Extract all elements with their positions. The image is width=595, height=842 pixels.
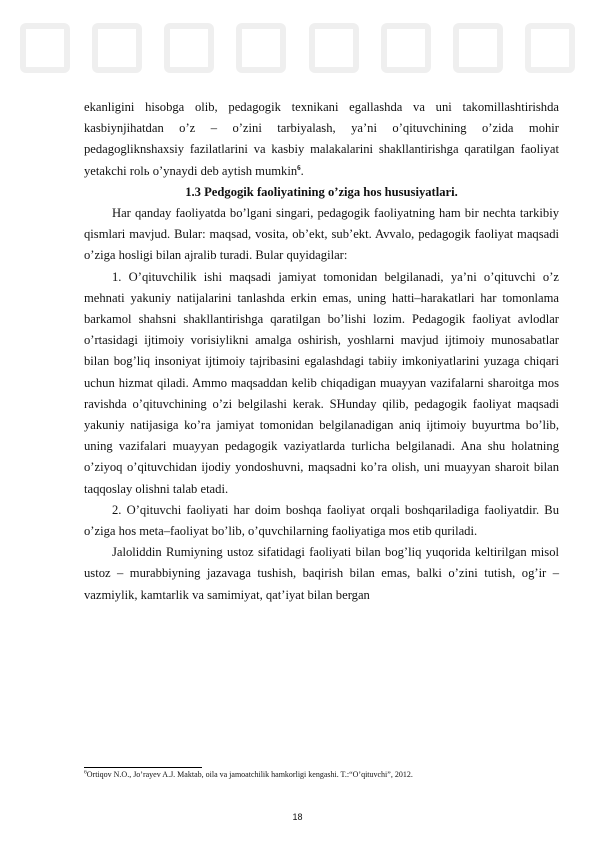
watermark-mark: [525, 23, 575, 73]
watermark-mark: [236, 23, 286, 73]
paragraph-text-tail: .: [300, 163, 304, 178]
watermark: [20, 18, 575, 78]
watermark-mark: [453, 23, 503, 73]
watermark-mark: [164, 23, 214, 73]
watermark-mark: [92, 23, 142, 73]
paragraph: [84, 97, 559, 182]
footnote-text: Ortiqov N.O., Jo’rayev A.J. Maktab, oila va jamoatchilik hamkorligi kengashi. T.:“O’qituvchi”, 2012.: [86, 770, 413, 779]
footnote-reference[interactable]: 6: [297, 163, 301, 172]
paragraph: Jaloliddin Rumiyning ustoz sifatidagi faoliyati bilan bog’liq yuqorida keltirilgan misol ustoz – murabbiyning jazavaga tushish, baqirish bilan emas, balki o’zini tutish, og’ir – vazmiylik, kamtarlik va samimiyat, qat’iyat bilan bergan: [84, 545, 559, 602]
watermark-mark: [20, 23, 70, 73]
section-heading: 1.3 Pedgogik faoliyatining o’ziga hos hususiyatlari.: [185, 184, 458, 199]
paragraph: 2. O’qituvchi faoliyati har doim boshqa faoliyat orqali boshqariladiga faoliyatdir. Bu o’ziga hos meta–faoliyat bo’lib, o’quvchilarning faoliyatiga mos etib quriladi.: [84, 502, 559, 539]
body-text: [84, 97, 559, 606]
paragraph: Har qanday faoliyatda bo’lgani singari, pedagogik faoliyatning ham bir nechta tarkibiy qismlari mavjud. Bular: maqsad, vosita, ob’ekt, sub’ekt. Avvalo, pedagogik faoliyat maqsadi o’ziga hosligi bilan ajralib turadi. Bular quyidagilar:: [84, 206, 559, 263]
footnote: [84, 770, 564, 780]
paragraph-text: ekanligini hisobga olib, pedagogik texnikani egallashda va uni takomillashtirishda kasbiynjihatdan o’z – o’zini tarbiyalash, ya’ni o’qituvchining o’zida mohir pedagogliknshaxsiy fazilatlarini va kasbiy malakalarini shakllantirishga qaratilgan faoliyat yetakchi rolь o’ynaydi deb aytish mumkin: [84, 100, 559, 178]
footnote-marker: 6: [84, 769, 87, 776]
footnote-divider: [84, 767, 202, 768]
watermark-mark: [309, 23, 359, 73]
page-number: 18: [292, 812, 303, 822]
paragraph: 1. O’qituvchilik ishi maqsadi jamiyat tomonidan belgilanadi, ya’ni o’qituvchi o’z mehnati yakuniy natijalarini tanlashda erkin emas, uning hatti–harakatlari har tomonlama barkamol shahsni shakllantirishga qaratilgan bo’lishi lozim. Pedagogik faoliyat avlodlar o’rtasidagi ijtimoiy vorisiylikni amalga oshirish, yoshlarni mavjud ijtimoiy munosabatlar bilan bog’liq insoniyat ijtimoiy tajribasini egalashdagi tabiiy imkoniyatlarini yuzaga chiqari uchun hizmat qiladi. Ammo maqsaddan kelib chiqadigan muayyan vazifalarni sharoitga mos ravishda o’qituvchining o’zi belgilashi kerak. SHunday qilib, pedagogik faoliyat maqsadi yakuniy natijasiga ko’ra jamiyat tomonidan belgilanadigan aniq ijtimoiy buyurtma bo’lib, uning vazifalari muayyan pedagogik vaziyatlarda turlicha belgilanadi. Ana shu holatning o’ziyoq o’qituvchidan ijodiy yondoshuvni, maqsadni ko’ra olish, uni muayyan sharoit bilan taqqoslay olishni talab etadi.: [84, 269, 559, 496]
watermark-mark: [381, 23, 431, 73]
